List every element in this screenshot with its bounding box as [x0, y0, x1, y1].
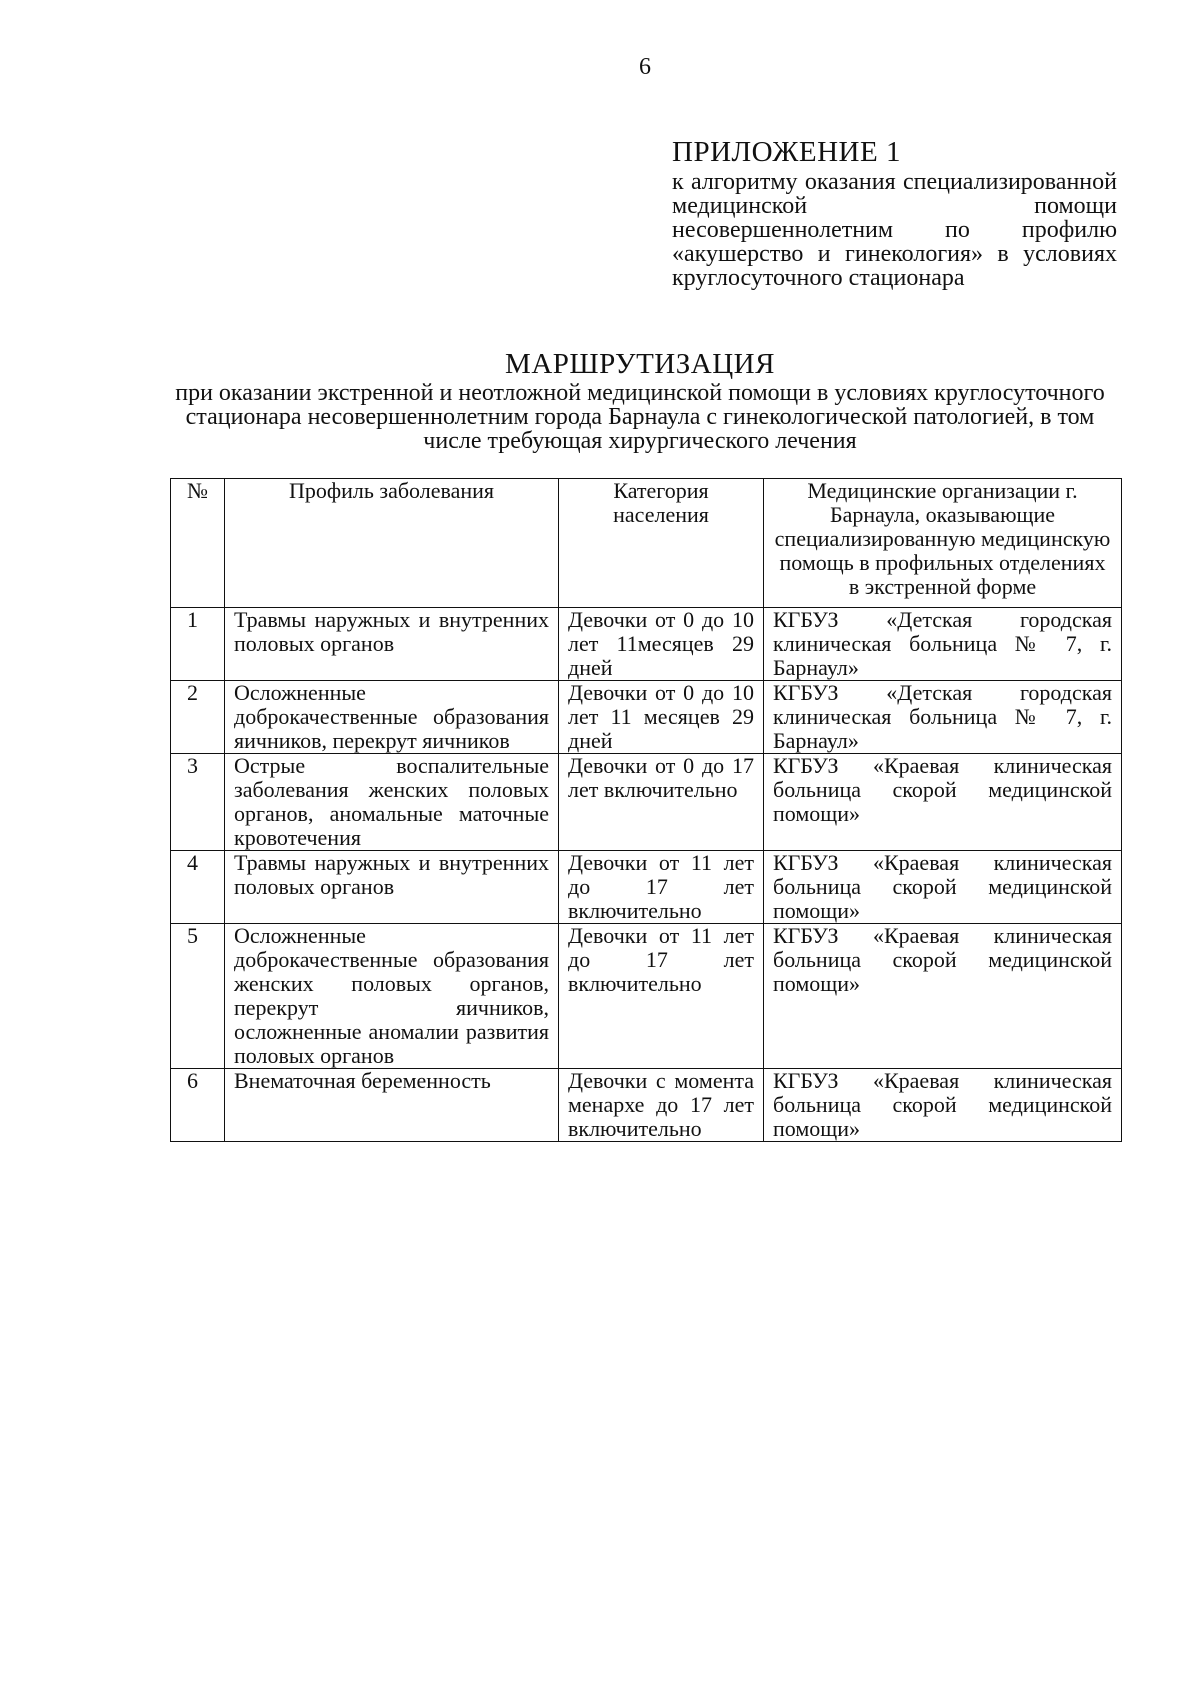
row-category: Девочки от 0 до 10 лет 11 месяцев 29 дней	[559, 681, 764, 754]
appendix-text: к алгоритму оказания специализированной медицинской помощи несовершеннолетним по профилю «акушерство и гинекология» в условиях круглосуточного стационара	[672, 169, 1117, 291]
row-category: Девочки от 11 лет до 17 лет включительно	[559, 924, 764, 1069]
row-num: 1	[171, 608, 225, 681]
row-organization: КГБУЗ «Краевая клиническая больница скорой медицинской помощи»	[764, 851, 1122, 924]
row-profile: Внематочная беременность	[225, 1069, 559, 1142]
table-row	[171, 851, 1122, 924]
appendix-title: ПРИЛОЖЕНИЕ 1	[672, 136, 901, 168]
row-organization: КГБУЗ «Краевая клиническая больница скорой медицинской помощи»	[764, 754, 1122, 851]
row-num: 2	[171, 681, 225, 754]
table-row	[171, 1069, 1122, 1142]
row-profile: Осложненные доброкачественные образования яичников, перекрут яичников	[225, 681, 559, 754]
appendix-block	[672, 136, 1117, 290]
header-profile: Профиль заболевания	[225, 479, 559, 608]
row-num: 4	[171, 851, 225, 924]
routing-title: МАРШРУТИЗАЦИЯ	[505, 348, 775, 380]
row-category: Девочки от 0 до 10 лет 11месяцев 29 дней	[559, 608, 764, 681]
row-num: 3	[171, 754, 225, 851]
row-profile: Острые воспалительные заболевания женских половых органов, аномальные маточные кровотечения	[225, 754, 559, 851]
table-row	[171, 754, 1122, 851]
routing-subtitle: при оказании экстренной и неотложной медицинской помощи в условиях круглосуточного стационара несовершеннолетним города Барнаула с гинекологической патологией, в том числе требующая хирургического лечения	[175, 380, 1105, 454]
row-num: 5	[171, 924, 225, 1069]
header-num: №	[171, 479, 225, 608]
routing-table	[170, 478, 1122, 1142]
row-profile: Травмы наружных и внутренних половых органов	[225, 851, 559, 924]
header-category: Категория населения	[559, 479, 764, 608]
routing-header	[160, 348, 1120, 453]
row-category: Девочки с момента менархе до 17 лет включительно	[559, 1069, 764, 1142]
row-category: Девочки от 11 лет до 17 лет включительно	[559, 851, 764, 924]
row-organization: КГБУЗ «Краевая клиническая больница скорой медицинской помощи»	[764, 924, 1122, 1069]
row-category: Девочки от 0 до 17 лет включительно	[559, 754, 764, 851]
table-row	[171, 608, 1122, 681]
row-profile: Травмы наружных и внутренних половых органов	[225, 608, 559, 681]
row-num: 6	[171, 1069, 225, 1142]
table-row	[171, 681, 1122, 754]
table-header-row	[171, 479, 1122, 608]
table-row	[171, 924, 1122, 1069]
row-profile: Осложненные доброкачественные образования женских половых органов, перекрут яичников, осложненные аномалии развития половых органов	[225, 924, 559, 1069]
row-organization: КГБУЗ «Краевая клиническая больница скорой медицинской помощи»	[764, 1069, 1122, 1142]
row-organization: КГБУЗ «Детская городская клиническая больница № 7, г. Барнаул»	[764, 608, 1122, 681]
page-number: 6	[639, 54, 651, 80]
header-organizations: Медицинские организации г. Барнаула, оказывающие специализированную медицинскую помощь в профильных отделениях в экстренной форме	[764, 479, 1122, 608]
row-organization: КГБУЗ «Детская городская клиническая больница № 7, г. Барнаул»	[764, 681, 1122, 754]
